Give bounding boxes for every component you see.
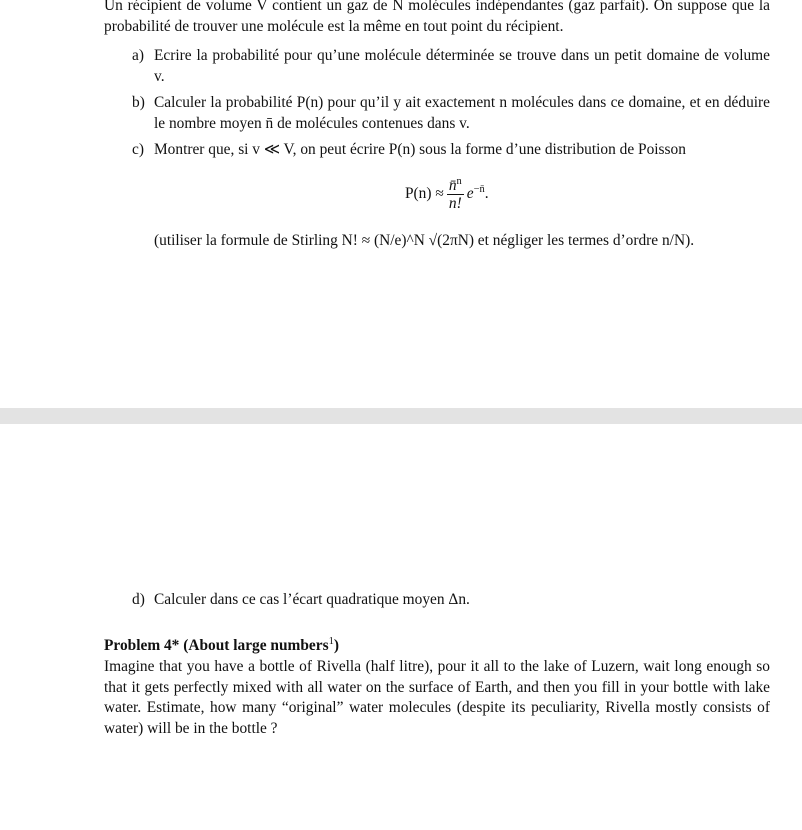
page-2 bbox=[0, 424, 802, 830]
item-c bbox=[132, 140, 770, 161]
item-text: Ecrire la probabilité pour qu’une molécule déterminée se trouve dans un petit domaine de volume v. bbox=[154, 47, 770, 85]
problem-text: Imagine that you have a bottle of Rivella (half litre), pour it all to the lake of Luzern, wait long enough so that it gets perfectly mixed with all water on the surface of Earth, and then you fill in your bottle with lake water. Estimate, how many “original” water molecules (despite its peculiarity, Rivella mostly consists of water) will be in the bottle ? bbox=[104, 658, 770, 737]
page-separator bbox=[0, 408, 802, 424]
page-1 bbox=[0, 0, 802, 408]
equation-lhs: P(n) ≈ bbox=[405, 184, 444, 202]
equation-denominator: n! bbox=[448, 194, 462, 212]
poisson-equation bbox=[405, 172, 489, 216]
item-d bbox=[132, 590, 770, 611]
item-text: Montrer que, si v ≪ V, on peut écrire P(n) sous la forme d’une distribution de Poisson bbox=[154, 141, 686, 158]
item-label: b) bbox=[132, 94, 145, 111]
item-label: d) bbox=[132, 591, 145, 608]
equation-end: . bbox=[484, 184, 489, 202]
stirling-hint: (utiliser la formule de Stirling N! ≈ (N/e)^N √(2πN) et négliger les termes d’ordre n/N). bbox=[154, 232, 695, 249]
footnote-mark: 1 bbox=[328, 636, 334, 647]
item-label: c) bbox=[132, 141, 144, 158]
item-label: a) bbox=[132, 47, 144, 64]
problem-heading: Problem 4* (About large numbers$^1$) bbox=[104, 636, 339, 654]
equation-exponential: $e^{-n̄}$ bbox=[466, 183, 485, 202]
equation-fraction bbox=[447, 177, 464, 212]
item-text: Calculer dans ce cas l’écart quadratique moyen Δn. bbox=[154, 591, 470, 608]
item-a bbox=[132, 46, 770, 87]
item-text: Calculer la probabilité P(n) pour qu’il y ait exactement n molécules dans ce domaine, et en déduire le nombre moyen n̄ de molécules contenues dans v. bbox=[154, 94, 770, 132]
equation-numerator: n̄$^n$ bbox=[448, 175, 462, 194]
problem-heading-text: Problem 4* (About large numbers bbox=[104, 637, 329, 654]
item-b bbox=[132, 93, 770, 134]
intro-paragraph: Un récipient de volume V contient un gaz de N molécules indépendantes (gaz parfait). On suppose que la probabilité de trouver une molécule est la même en tout point du récipient. bbox=[104, 0, 770, 35]
